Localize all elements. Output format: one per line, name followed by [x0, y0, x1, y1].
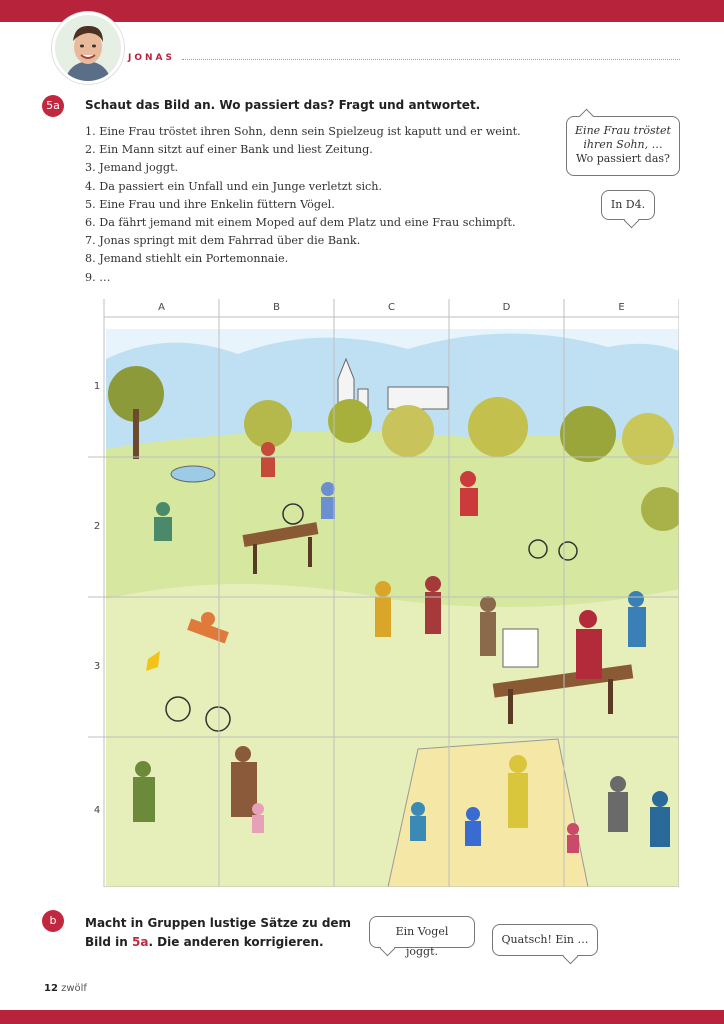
list-item: 6. Da fährt jemand mit einem Moped auf dem Platz und eine Frau schimpft.	[85, 216, 516, 230]
character-name: JONAS	[128, 53, 175, 63]
statement-list	[85, 123, 521, 287]
row-label: 3	[93, 661, 101, 672]
exercise-b-line-2	[85, 933, 351, 952]
speech-bubble-answer	[601, 190, 655, 220]
bubble-tail	[563, 949, 579, 965]
bubble-question-line-3: Wo passiert das?	[576, 152, 670, 165]
exercise-reference: 5a	[131, 935, 149, 949]
bubble-answer-text: In D4.	[610, 198, 646, 211]
column-label: E	[618, 302, 625, 313]
list-item: 9. …	[85, 270, 111, 284]
exercise-b-line-2-pre: Bild in	[85, 935, 132, 949]
list-item: 4. Da passiert ein Unfall und ein Junge verletzt sich.	[85, 179, 383, 193]
exercise-badge-5a: 5a	[42, 95, 64, 117]
bottom-accent-band	[0, 1010, 724, 1024]
page-number: 12	[44, 983, 58, 994]
column-label: A	[158, 302, 165, 313]
list-item: 1. Eine Frau tröstet ihren Sohn, denn sein Spielzeug ist kaputt und er weint.	[85, 125, 521, 138]
speech-bubble-question	[566, 116, 680, 176]
dotted-divider	[182, 59, 680, 60]
list-item: 3. Jemand joggt.	[85, 161, 179, 175]
row-label: 1	[93, 381, 101, 392]
page-footer	[44, 983, 87, 994]
column-label: C	[388, 302, 395, 313]
list-item: 8. Jemand stiehlt ein Portemonnaie.	[85, 252, 289, 266]
speech-bubble-reply	[492, 924, 598, 956]
bubble-tail	[624, 213, 640, 229]
illustration-grid	[88, 299, 679, 887]
portrait-icon	[55, 15, 121, 81]
avatar	[52, 12, 124, 84]
speech-bubble-example	[369, 916, 475, 958]
bubble-example-text: Ein Vogel joggt.	[395, 925, 449, 958]
bubble-question-line-1: Eine Frau tröstet	[575, 124, 671, 137]
exercise-b-instruction	[85, 914, 351, 952]
bubble-tail	[579, 109, 595, 125]
exercise-b-line-1: Macht in Gruppen lustige Sätze zu dem	[85, 916, 352, 930]
page-number-word: zwölf	[61, 983, 87, 994]
list-item: 7. Jonas springt mit dem Fahrrad über die Bank.	[85, 234, 361, 248]
list-item: 2. Ein Mann sitzt auf einer Bank und liest Zeitung.	[85, 143, 373, 157]
row-label: 2	[93, 521, 101, 532]
bubble-tail	[380, 941, 396, 957]
bubble-question-line-2: ihren Sohn, …	[583, 138, 663, 151]
bubble-reply-text: Quatsch! Ein …	[501, 933, 589, 946]
column-label: B	[273, 302, 280, 313]
exercise-badge-b: b	[42, 910, 64, 932]
column-label: D	[502, 302, 511, 313]
exercise-b-line-2-post: . Die anderen korrigieren.	[148, 935, 324, 949]
row-label: 4	[93, 805, 101, 816]
exercise-5a-instruction: Schaut das Bild an. Wo passiert das? Fragt und antwortet.	[85, 98, 481, 112]
list-item: 5. Eine Frau und ihre Enkelin füttern Vögel.	[85, 197, 335, 211]
park-scene-illustration	[88, 299, 679, 887]
